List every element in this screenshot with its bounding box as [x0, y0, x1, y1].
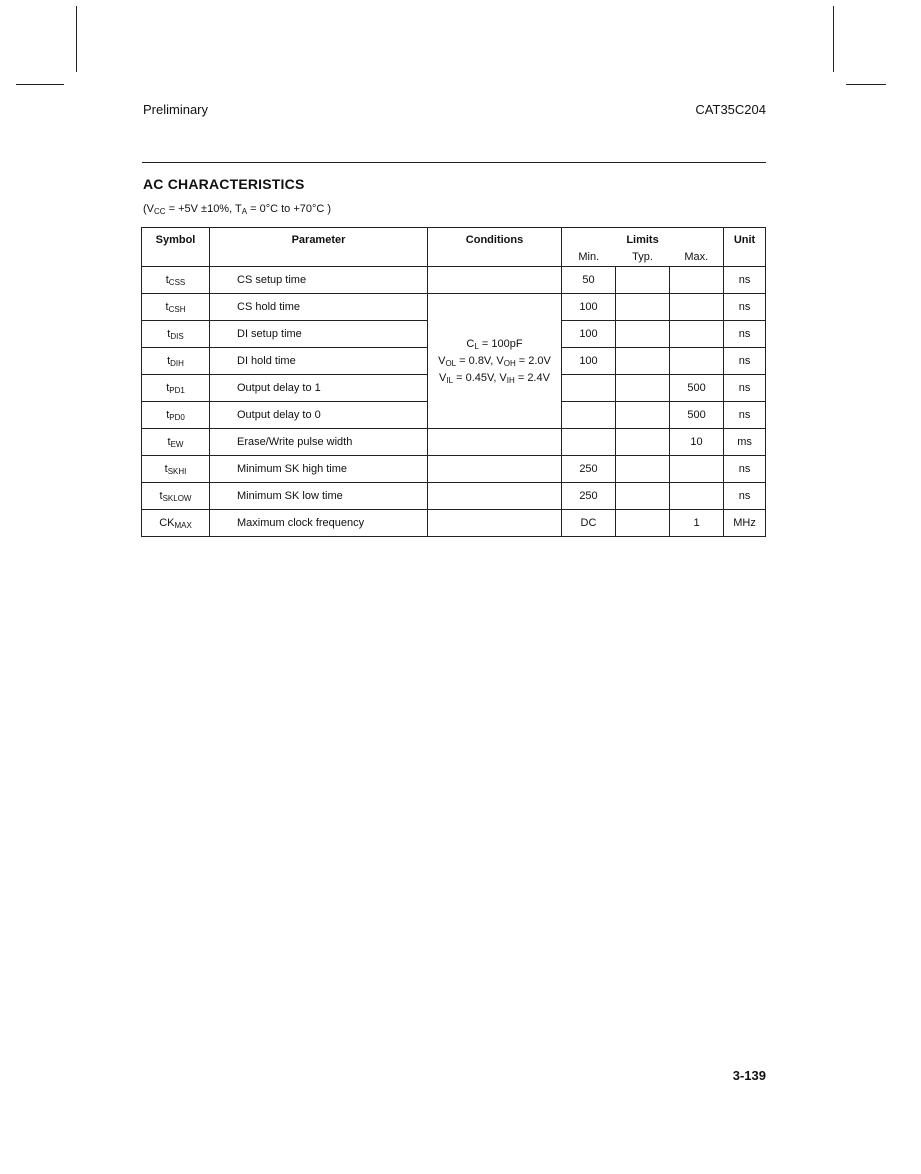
unit-cell: ns [724, 321, 766, 348]
col-header-max: Max. [670, 248, 724, 267]
crop-mark-top-left-vertical [76, 6, 77, 72]
symbol-cell: $t_{CSS}$ [142, 267, 210, 294]
symbol-cell: $t_{EW}$ [142, 429, 210, 456]
header-part-number: CAT35C204 [695, 102, 766, 117]
min-cell: DC [562, 510, 616, 537]
symbol-cell: $t_{DIS}$ [142, 321, 210, 348]
unit-cell: ms [724, 429, 766, 456]
unit-cell: ns [724, 456, 766, 483]
symbol-cell: $t_{CSH}$ [142, 294, 210, 321]
min-cell: 50 [562, 267, 616, 294]
unit-cell: ns [724, 375, 766, 402]
symbol-cell: $t_{SKLOW}$ [142, 483, 210, 510]
typ-cell [616, 267, 670, 294]
symbol-cell: $t_{SKHI}$ [142, 456, 210, 483]
parameter-cell: Output delay to 1 [210, 375, 428, 402]
typ-cell [616, 510, 670, 537]
parameter-cell: DI hold time [210, 348, 428, 375]
condition-load-capacitance: $C_L = 100pF$ [466, 337, 523, 351]
unit-cell: ns [724, 348, 766, 375]
table-row [142, 294, 766, 321]
max-cell [670, 294, 724, 321]
unit-cell: MHz [724, 510, 766, 537]
min-cell: 100 [562, 348, 616, 375]
table-row [142, 483, 766, 510]
crop-mark-top-left-horizontal [16, 84, 64, 85]
col-header-symbol: Symbol [142, 228, 210, 267]
min-cell: 250 [562, 456, 616, 483]
typ-cell [616, 429, 670, 456]
ac-characteristics-table [141, 227, 766, 537]
col-header-min: Min. [562, 248, 616, 267]
table-row [142, 267, 766, 294]
crop-mark-top-right-horizontal [846, 84, 886, 85]
parameter-cell: Minimum SK high time [210, 456, 428, 483]
unit-cell: ns [724, 483, 766, 510]
min-cell: 100 [562, 321, 616, 348]
col-header-unit: Unit [724, 228, 766, 267]
col-header-typ: Typ. [616, 248, 670, 267]
max-cell: 500 [670, 375, 724, 402]
typ-cell [616, 483, 670, 510]
min-cell [562, 375, 616, 402]
crop-mark-top-right-vertical [833, 6, 834, 72]
table-row [142, 510, 766, 537]
typ-cell [616, 456, 670, 483]
conditions-cell [428, 510, 562, 537]
typ-cell [616, 375, 670, 402]
typ-cell [616, 294, 670, 321]
symbol-cell: $t_{PD0}$ [142, 402, 210, 429]
unit-cell: ns [724, 267, 766, 294]
parameter-cell: DI setup time [210, 321, 428, 348]
max-cell: 10 [670, 429, 724, 456]
unit-cell: ns [724, 402, 766, 429]
page-number: 3-139 [732, 1068, 766, 1083]
min-cell [562, 402, 616, 429]
unit-cell: ns [724, 294, 766, 321]
symbol-cell: $CK_{MAX}$ [142, 510, 210, 537]
parameter-cell: Output delay to 0 [210, 402, 428, 429]
typ-cell [616, 348, 670, 375]
shared-conditions-cell [428, 294, 562, 429]
table-row [142, 429, 766, 456]
conditions-cell [428, 483, 562, 510]
max-cell [670, 483, 724, 510]
col-header-conditions: Conditions [428, 228, 562, 267]
table-row [142, 456, 766, 483]
conditions-cell [428, 429, 562, 456]
conditions-cell [428, 456, 562, 483]
col-header-limits: Limits [562, 228, 724, 249]
condition-input-levels: $V_{IL} = 0.45V$, $V_{IH} = 2.4V$ [439, 371, 550, 385]
parameter-cell: Minimum SK low time [210, 483, 428, 510]
col-header-parameter: Parameter [210, 228, 428, 267]
condition-output-levels: $V_{OL} = 0.8V$, $V_{OH} = 2.0V$ [438, 354, 551, 368]
section-title: AC CHARACTERISTICS [143, 176, 305, 192]
parameter-cell: CS hold time [210, 294, 428, 321]
max-cell [670, 267, 724, 294]
min-cell [562, 429, 616, 456]
section-divider [142, 162, 766, 163]
typ-cell [616, 402, 670, 429]
max-cell: 1 [670, 510, 724, 537]
operating-conditions-note: ($V_{CC} = +5V \pm 10\%$, $T_A = 0^\circ C$ to +70°C ) [143, 203, 332, 216]
header-preliminary: Preliminary [143, 102, 209, 117]
symbol-cell: $t_{DIH}$ [142, 348, 210, 375]
max-cell [670, 348, 724, 375]
max-cell [670, 321, 724, 348]
parameter-cell: Maximum clock frequency [210, 510, 428, 537]
parameter-cell: CS setup time [210, 267, 428, 294]
max-cell: 500 [670, 402, 724, 429]
max-cell [670, 456, 724, 483]
symbol-cell: $t_{PD1}$ [142, 375, 210, 402]
min-cell: 250 [562, 483, 616, 510]
parameter-cell: Erase/Write pulse width [210, 429, 428, 456]
typ-cell [616, 321, 670, 348]
conditions-cell [428, 267, 562, 294]
min-cell: 100 [562, 294, 616, 321]
